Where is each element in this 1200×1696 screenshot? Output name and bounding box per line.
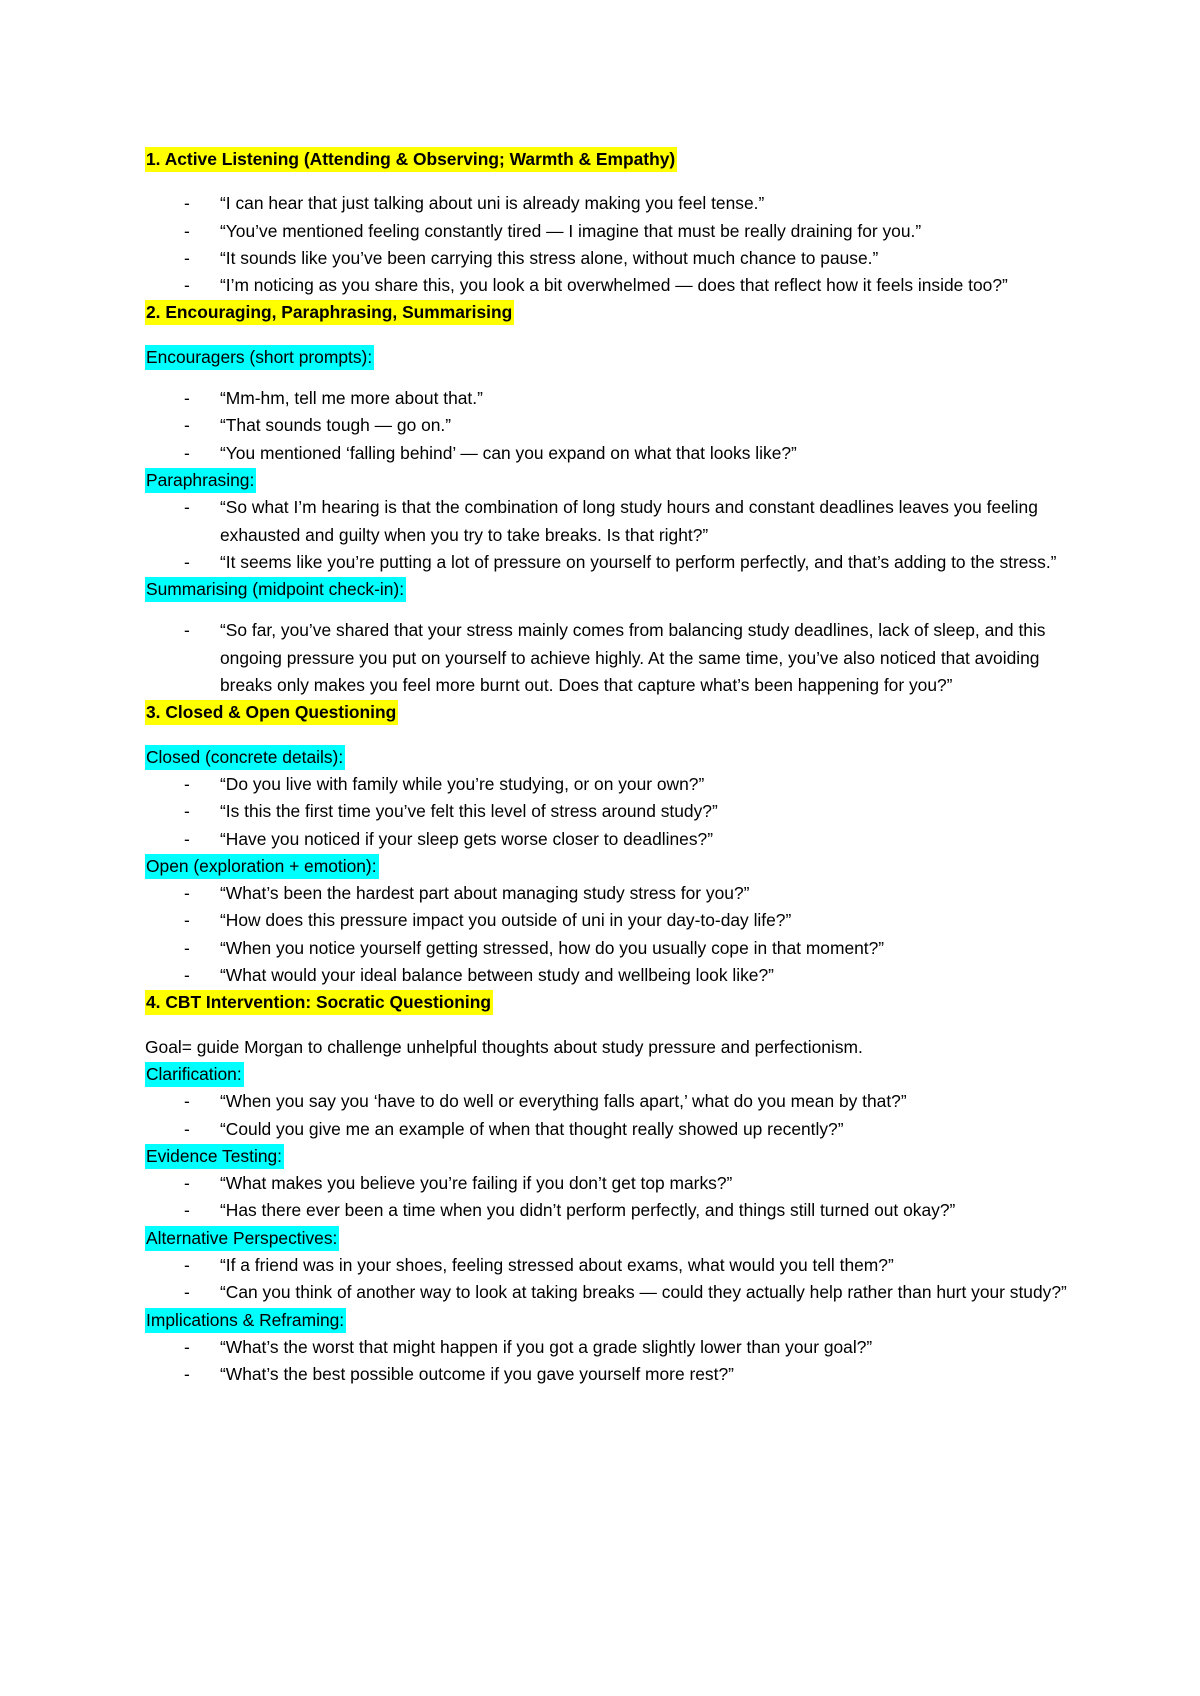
list-item: - “Is this the first time you’ve felt this level of stress around study?”: [145, 798, 1075, 825]
list-item: - “Mm-hm, tell me more about that.”: [145, 385, 1075, 412]
bullet-list: [145, 880, 1075, 989]
subheading-encouragers: Encouragers (short prompts):: [145, 345, 374, 370]
bullet-list: [145, 1252, 1075, 1307]
bullet-dash: -: [184, 937, 190, 958]
list-item: - “What’s the worst that might happen if you got a grade slightly lower than your goal?”: [145, 1334, 1075, 1361]
bullet-dash: -: [184, 1254, 190, 1275]
list-item: - “What’s been the hardest part about managing study stress for you?”: [145, 880, 1075, 907]
list-item: - “What makes you believe you’re failing if you don’t get top marks?”: [145, 1170, 1075, 1197]
bullet-dash: -: [184, 247, 190, 268]
bullet-dash: -: [184, 910, 190, 931]
section-heading-encouraging: 2. Encouraging, Paraphrasing, Summarising: [145, 300, 514, 325]
subheading-implications: Implications & Reframing:: [145, 1308, 346, 1333]
bullet-dash: -: [184, 1118, 190, 1139]
subheading-open: Open (exploration + emotion):: [145, 854, 379, 879]
subheading-evidence-testing: Evidence Testing:: [145, 1144, 284, 1169]
bullet-dash: -: [184, 828, 190, 849]
bullet-dash: -: [184, 965, 190, 986]
bullet-dash: -: [184, 773, 190, 794]
bullet-dash: -: [184, 1200, 190, 1221]
section-heading-active-listening: 1. Active Listening (Attending & Observing; Warmth & Empathy): [145, 147, 677, 172]
list-item: - “Can you think of another way to look at taking breaks — could they actually help rather than hurt your study?”: [145, 1279, 1075, 1306]
bullet-list: [145, 1334, 1075, 1389]
subheading-summarising: Summarising (midpoint check-in):: [145, 577, 406, 602]
bullet-dash: -: [184, 497, 190, 518]
list-item: - “When you say you ‘have to do well or everything falls apart,’ what do you mean by that?”: [145, 1088, 1075, 1115]
list-item: - “I can hear that just talking about uni is already making you feel tense.”: [145, 190, 1075, 217]
bullet-dash: -: [184, 1364, 190, 1385]
list-item: - “Have you noticed if your sleep gets worse closer to deadlines?”: [145, 826, 1075, 853]
list-item: - “When you notice yourself getting stressed, how do you usually cope in that moment?”: [145, 935, 1075, 962]
document-content: [145, 146, 1075, 1388]
bullet-list: [145, 190, 1075, 299]
bullet-list: [145, 385, 1075, 467]
list-item: - “Do you live with family while you’re studying, or on your own?”: [145, 771, 1075, 798]
section-heading-cbt: 4. CBT Intervention: Socratic Questioning: [145, 990, 493, 1015]
bullet-list: [145, 617, 1075, 699]
list-item: - “You’ve mentioned feeling constantly tired — I imagine that must be really draining for you.”: [145, 218, 1075, 245]
bullet-dash: -: [184, 620, 190, 641]
subheading-alternative-perspectives: Alternative Perspectives:: [145, 1226, 339, 1251]
bullet-dash: -: [184, 1282, 190, 1303]
bullet-list: [145, 1088, 1075, 1143]
bullet-dash: -: [184, 1091, 190, 1112]
list-item: - “So what I’m hearing is that the combination of long study hours and constant deadlines leaves you feeling exhausted and guilty when you try to take breaks. Is that right?”: [145, 494, 1075, 549]
list-item: - “I’m noticing as you share this, you look a bit overwhelmed — does that reflect how it feels inside too?”: [145, 272, 1075, 299]
bullet-dash: -: [184, 1173, 190, 1194]
list-item: - “What’s the best possible outcome if you gave yourself more rest?”: [145, 1361, 1075, 1388]
bullet-dash: -: [184, 883, 190, 904]
list-item: - “How does this pressure impact you outside of uni in your day-to-day life?”: [145, 907, 1075, 934]
list-item: - “What would your ideal balance between study and wellbeing look like?”: [145, 962, 1075, 989]
list-item: - “That sounds tough — go on.”: [145, 412, 1075, 439]
list-item: - “Has there ever been a time when you didn’t perform perfectly, and things still turned out okay?”: [145, 1197, 1075, 1224]
bullet-list: [145, 1170, 1075, 1225]
section-heading-questioning: 3. Closed & Open Questioning: [145, 700, 398, 725]
bullet-dash: -: [184, 442, 190, 463]
list-item: - “You mentioned ‘falling behind’ — can you expand on what that looks like?”: [145, 440, 1075, 467]
bullet-dash: -: [184, 388, 190, 409]
list-item: - “Could you give me an example of when that thought really showed up recently?”: [145, 1116, 1075, 1143]
bullet-dash: -: [184, 551, 190, 572]
bullet-list: [145, 771, 1075, 853]
bullet-list: [145, 494, 1075, 576]
list-item: - “It seems like you’re putting a lot of pressure on yourself to perform perfectly, and that’s adding to the stress.”: [145, 549, 1075, 576]
list-item: - “If a friend was in your shoes, feeling stressed about exams, what would you tell them?”: [145, 1252, 1075, 1279]
bullet-dash: -: [184, 275, 190, 296]
goal-statement: Goal= guide Morgan to challenge unhelpful thoughts about study pressure and perfectionism.: [145, 1036, 863, 1057]
subheading-paraphrasing: Paraphrasing:: [145, 468, 256, 493]
list-item: - “It sounds like you’ve been carrying this stress alone, without much chance to pause.”: [145, 245, 1075, 272]
list-item: - “So far, you’ve shared that your stress mainly comes from balancing study deadlines, lack of sleep, and this ongoing pressure you put on yourself to achieve highly. At the same time, you’ve also noticed that avoiding breaks only makes you feel more burnt out. Does that capture what’s been happening for you?”: [145, 617, 1075, 699]
subheading-clarification: Clarification:: [145, 1062, 244, 1087]
bullet-dash: -: [184, 193, 190, 214]
bullet-dash: -: [184, 220, 190, 241]
bullet-dash: -: [184, 1336, 190, 1357]
bullet-dash: -: [184, 801, 190, 822]
subheading-closed: Closed (concrete details):: [145, 745, 345, 770]
bullet-dash: -: [184, 415, 190, 436]
